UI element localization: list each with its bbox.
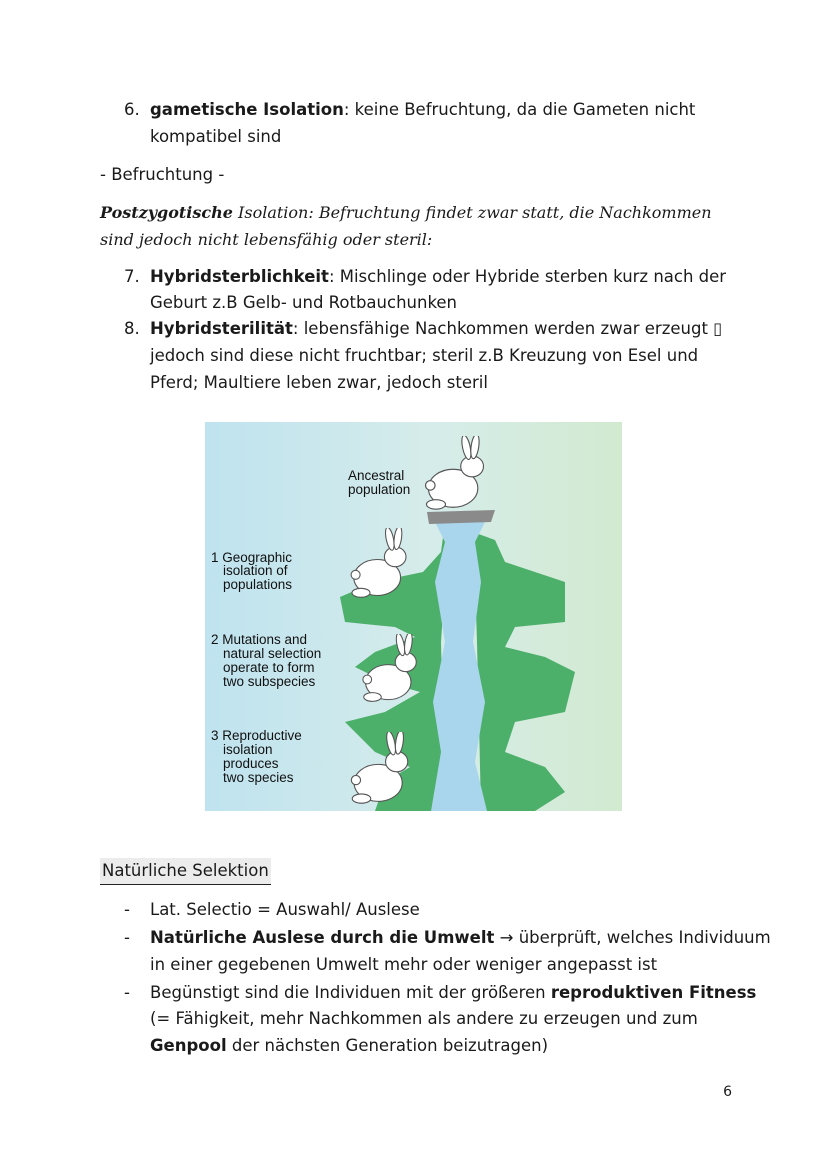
postzygotic-text: Isolation: Befruchtung findet zwar statt, die Nachkommen bbox=[232, 203, 712, 222]
term-genpool: Genpool bbox=[150, 1036, 227, 1055]
term-gametic-isolation: gametische Isolation bbox=[150, 100, 344, 119]
item-number: 6. bbox=[124, 100, 140, 119]
list-item-8 bbox=[124, 316, 722, 342]
bullet-3 bbox=[124, 980, 756, 1006]
label-line: Ancestral bbox=[348, 468, 405, 483]
list-item-8-cont2: Pferd; Maultiere leben zwar, jedoch steril bbox=[150, 373, 488, 392]
bullet-bold: Natürliche Auslese durch die Umwelt bbox=[150, 928, 495, 947]
label-line: operate to form bbox=[223, 660, 315, 675]
list-item-7-cont: Geburt z.B Gelb- und Rotbauchunken bbox=[150, 293, 458, 312]
list-item-6 bbox=[124, 97, 695, 123]
bullet-dash: - bbox=[124, 983, 130, 1002]
bullet-3-cont2 bbox=[150, 1033, 548, 1059]
bullet-dash: - bbox=[124, 928, 130, 947]
postzygotic-intro-cont: sind jedoch nicht lebensfähig oder steril: bbox=[100, 230, 433, 249]
label-ancestral bbox=[348, 468, 410, 497]
label-line: isolation of bbox=[223, 563, 288, 578]
bullet-2-cont: in einer gegebenen Umwelt mehr oder weniger angepasst ist bbox=[150, 955, 658, 974]
item-text: : Mischlinge oder Hybride sterben kurz nach der bbox=[328, 267, 727, 286]
list-item-7 bbox=[124, 264, 726, 290]
term-hybrid-sterility: Hybridsterilität bbox=[150, 319, 293, 338]
bullet-text: überprüft, welches Individuum bbox=[518, 928, 771, 947]
label-line: population bbox=[348, 482, 411, 497]
label-line: populations bbox=[223, 577, 293, 592]
term-postzygotic: Postzygotische bbox=[100, 203, 233, 222]
item-number: 8. bbox=[124, 319, 140, 338]
list-item-8-cont: jedoch sind diese nicht fruchtbar; steril z.B Kreuzung von Esel und bbox=[150, 346, 699, 365]
bullet-1 bbox=[124, 897, 420, 923]
item-text: : lebensfähige Nachkommen werden zwar erzeugt ▯ bbox=[292, 319, 723, 338]
befruchtung-divider: - Befruchtung - bbox=[100, 165, 225, 184]
bullet-text: Lat. Selectio = Auswahl/ Auslese bbox=[150, 900, 420, 919]
label-line: natural selection bbox=[223, 646, 322, 661]
label-line: produces bbox=[223, 756, 279, 771]
label-line: 3 Reproductive bbox=[211, 728, 302, 743]
postzygotic-intro bbox=[100, 200, 712, 226]
label-line: two species bbox=[223, 770, 294, 785]
label-step-2 bbox=[211, 632, 325, 689]
label-step-1 bbox=[211, 550, 296, 592]
page-number: 6 bbox=[723, 1084, 732, 1100]
label-line: isolation bbox=[223, 742, 273, 757]
item-number: 7. bbox=[124, 267, 140, 286]
label-line: 2 Mutations and bbox=[211, 632, 308, 647]
bullet-3-cont: (= Fähigkeit, mehr Nachkommen als andere zu erzeugen und zum bbox=[150, 1009, 698, 1028]
bullet-text: Begünstigt sind die Individuen mit der größeren bbox=[150, 983, 551, 1002]
label-line: two subspecies bbox=[223, 674, 316, 689]
label-line: 1 Geographic bbox=[211, 550, 293, 565]
bullet-text: der nächsten Generation beizutragen) bbox=[226, 1036, 549, 1055]
bullet-dash: - bbox=[124, 900, 130, 919]
item-text: : keine Befruchtung, da die Gameten nicht bbox=[343, 100, 696, 119]
list-item-6-cont: kompatibel sind bbox=[150, 127, 282, 146]
rock bbox=[427, 510, 495, 524]
bullet-2 bbox=[124, 925, 771, 951]
section-heading: Natürliche Selektion bbox=[100, 858, 271, 885]
term-hybrid-mortality: Hybridsterblichkeit bbox=[150, 267, 329, 286]
speciation-figure bbox=[205, 422, 622, 811]
arrow-icon: → bbox=[494, 928, 519, 947]
bullet-bold: reproduktiven Fitness bbox=[550, 983, 757, 1002]
